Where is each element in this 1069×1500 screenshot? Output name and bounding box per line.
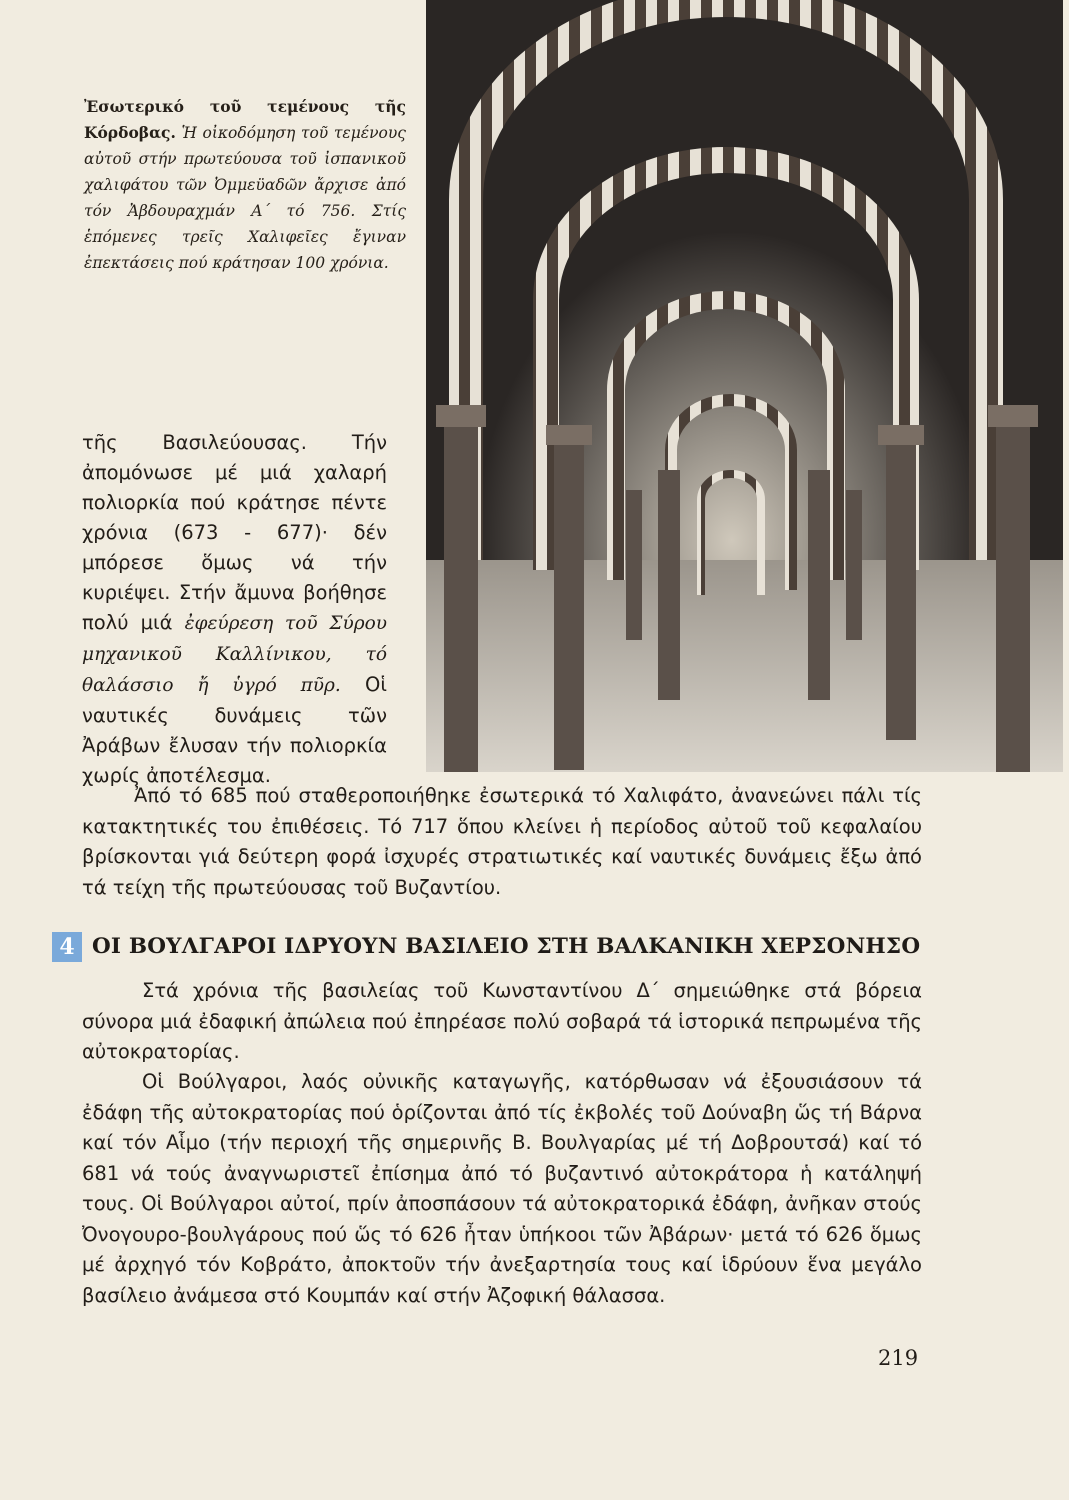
narrow-text-2: Οἱ ναυτικές δυνάμεις τῶν Ἀράβων ἔλυσαν τήν πολιορκία χωρίς ἀποτέλεσμα. (82, 673, 387, 787)
mosque-photo (426, 0, 1063, 772)
section-title: ΟΙ ΒΟΥΛΓΑΡΟΙ ΙΔΡΥΟΥΝ ΒΑΣΙΛΕΙΟ ΣΤΗ ΒΑΛΚΑΝΙΚΗ ΧΕΡΣΟΝΗΣΟ (92, 934, 921, 959)
page-number: 219 (878, 1346, 919, 1370)
narrow-paragraph (82, 428, 387, 791)
wide-paragraph: Ἀπό τό 685 πού σταθεροποιήθηκε ἐσωτερικά τό Χαλιφάτο, ἀνανεώνει πάλι τίς κατακτητικές του ἐπιθέσεις. Τό 717 ὅπου κλείνει ἡ περίοδος αὐτοῦ τοῦ κεφαλαίου βρίσκονται γιά δεύτερη φορά ἰσχυρές στρατιωτικές καί ναυτικές δυνάμεις ἔξω ἀπό τά τείχη τῆς πρωτεύουσας τοῦ Βυζαντίου. (82, 784, 922, 899)
narrow-text-1: τῆς Βασιλεύουσας. Τήν ἀπομόνωσε μέ μιά χαλαρή πολιορκία πού κράτησε πέντε χρόνια (673 - 677)· δέν μπόρεσε ὅμως νά τήν κυριέψει. Στήν ἄμυνα βοήθησε πολύ μιά (82, 431, 387, 634)
section-header (52, 930, 932, 962)
caption-title: Ἐσωτερικό τοῦ τεμένους τῆς Κόρδοβας. (84, 97, 406, 142)
section-number-badge: 4 (52, 932, 82, 962)
mosque-illustration (426, 0, 1063, 772)
narrow-italic-text: ἐφεύρεση τοῦ Σύρου μηχανικοῦ Καλλίνικου, τό θαλάσσιο ἤ ὑγρό πῦρ. (82, 613, 387, 696)
caption-text: Ἡ οἰκοδόμηση τοῦ τεμένους αὐτοῦ στήν πρωτεύουσα τοῦ ἰσπανικοῦ χαλιφάτου τῶν Ὀμμεϋαδῶν ἄρχισε ἀπό τόν Ἀβδουραχμάν Α΄ τό 756. Στίς ἑπόμενες τρεῖς Χαλιφεῖες ἔγιναν ἐπεκτάσεις πού κράτησαν 100 χρόνια. (84, 124, 406, 272)
section-paragraph-1: Στά χρόνια τῆς βασιλείας τοῦ Κωνσταντίνου Δ΄ σημειώθηκε στά βόρεια σύνορα μιά ἐδαφική ἀπώλεια πού ἐπηρέασε πολύ σοβαρά τά ἱστορικά πεπρωμένα τῆς αὐτοκρατορίας. (82, 979, 922, 1063)
section-paragraph-2: Οἱ Βούλγαροι, λαός οὐνικῆς καταγωγῆς, κατόρθωσαν νά ἐξουσιάσουν τά ἐδάφη τῆς αὐτοκρατορίας πού ὁρίζονται ἀπό τίς ἐκβολές τοῦ Δούναβη ὥς τή Βάρνα καί τόν Αἷμο (τήν περιοχή τῆς σημερινῆς Β. Βουλγαρίας μέ τή Δοβρουτσά) καί τό 681 νά τούς ἀναγνωριστεῖ ἐπίσημα ἀπό τό βυζαντινό αὐτοκράτορα ἡ κατάληψή τους. Οἱ Βούλγαροι αὐτοί, πρίν ἀποσπάσουν τά αὐτοκρατορικά ἐδάφη, ἀνῆκαν στούς Ὀνογουρο-βουλγάρους πού ὥς τό 626 ἦταν ὑπήκοοι τῶν Ἀβάρων· μετά τό 626 ὅμως μέ ἀρχηγό τόν Κοβράτο, ἀποκτοῦν τήν ἀνεξαρτησία τους καί ἱδρύουν ἕνα μεγάλο βασίλειο ἀνάμεσα στό Κουμπάν καί στήν Ἀζοφική θάλασσα. (82, 1070, 922, 1307)
photo-caption (84, 94, 406, 276)
